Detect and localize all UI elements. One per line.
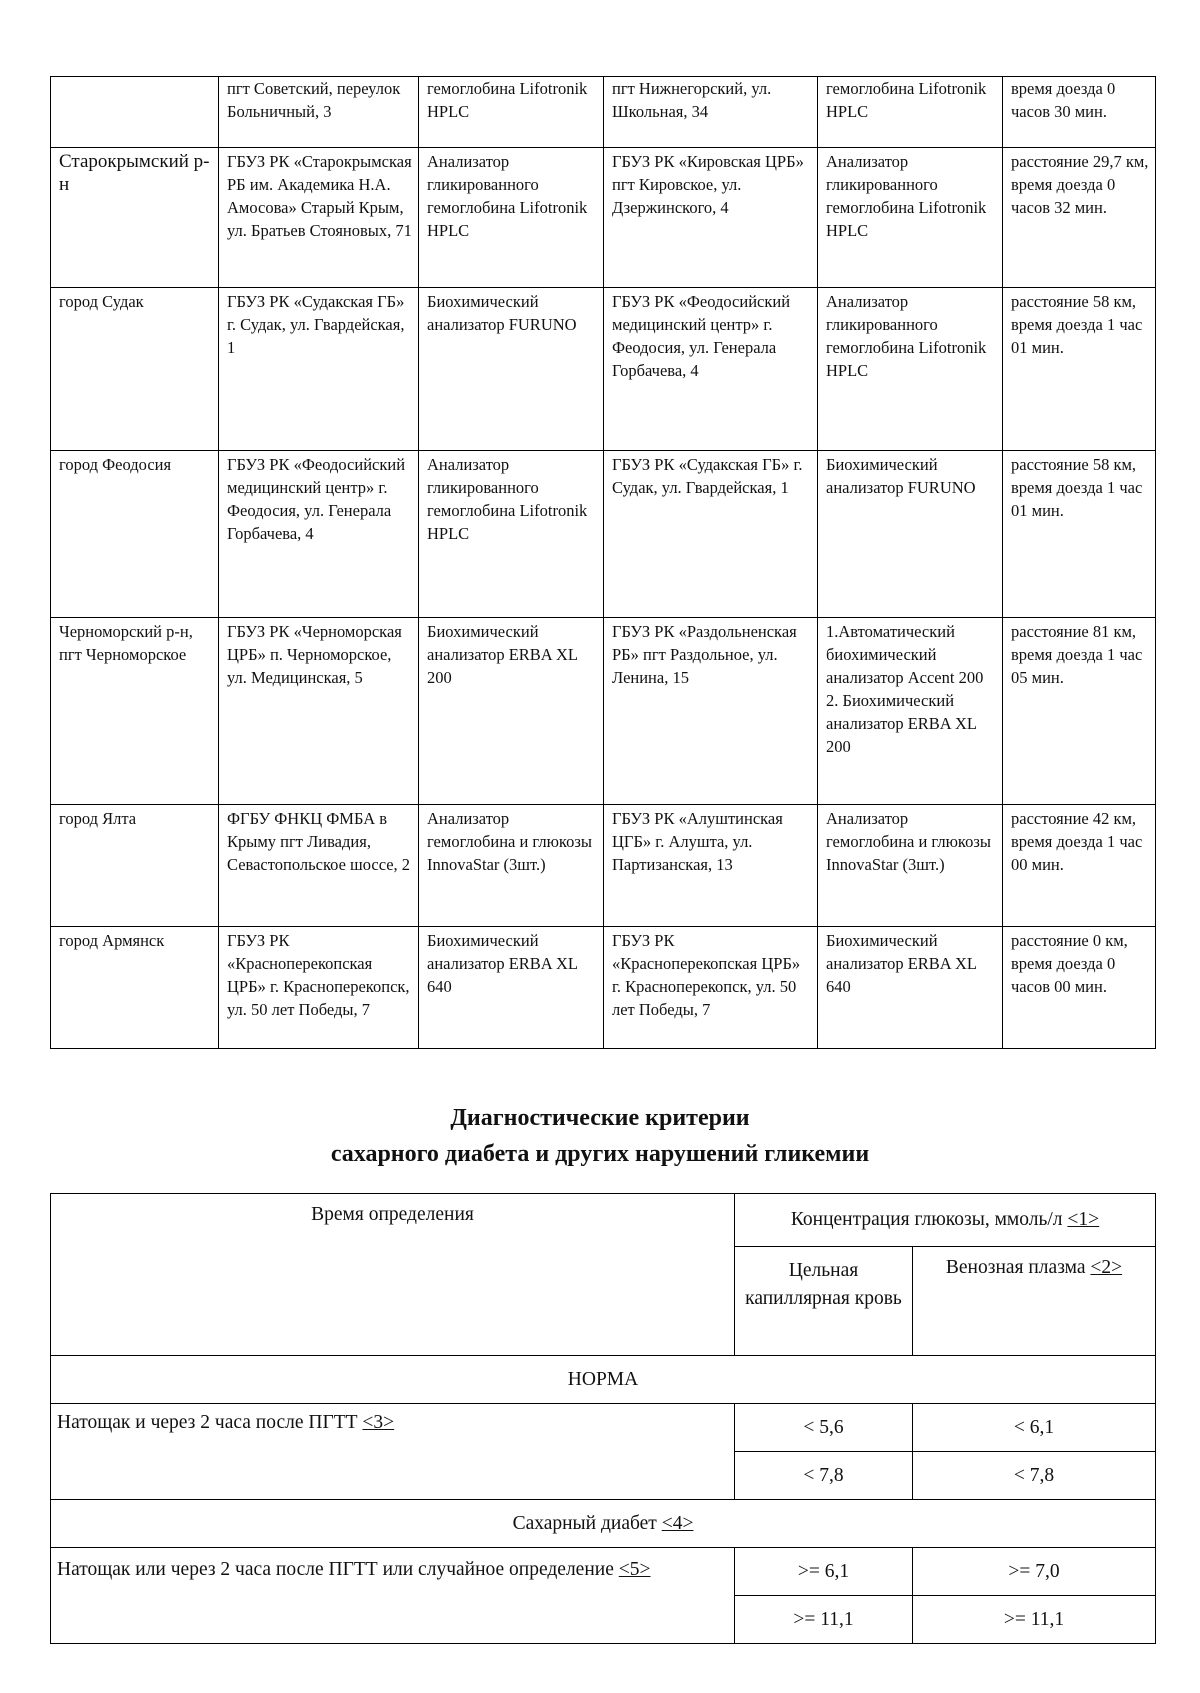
capillary-value: >= 11,1 [735,1596,913,1644]
footnote-link[interactable]: <1> [1067,1209,1100,1230]
district-cell: город Армянск [51,927,219,1049]
analyzer-cell: гемоглобина Lifotronik HPLC [419,77,604,148]
table-row [51,927,1156,1049]
section-row [51,1500,1156,1548]
partner-facility-cell: ГБУЗ РК «Феодосийский медицинский центр» г. Феодосия, ул. Генерала Горбачева, 4 [604,288,818,451]
partner-analyzer-cell: Анализатор гликированного гемоглобина Lifotronik HPLC [818,148,1003,288]
heading-line-1: Диагностические критерии [450,1105,750,1131]
diabetes-condition-cell [51,1548,735,1644]
partner-facility-cell: ГБУЗ РК «Раздольненская РБ» пгт Раздольное, ул. Ленина, 15 [604,618,818,805]
venous-value: < 6,1 [913,1404,1156,1452]
analyzer-cell: Анализатор гликированного гемоглобина Lifotronik HPLC [419,148,604,288]
capillary-value: < 5,6 [735,1404,913,1452]
facility-cell: ГБУЗ РК «Старокрымская РБ им. Академика Н.А. Амосова» Старый Крым, ул. Братьев Стояновых, 71 [219,148,419,288]
partner-facility-cell: ГБУЗ РК «Красноперекопская ЦРБ» г. Красноперекопск, ул. 50 лет Победы, 7 [604,927,818,1049]
distance-cell: расстояние 81 км, время доезда 1 час 05 мин. [1003,618,1156,805]
analyzer-cell: Биохимический анализатор ERBA XL 640 [419,927,604,1049]
footnote-link[interactable]: <2> [1090,1257,1123,1278]
diabetes-condition-text: Натощак или через 2 часа после ПГТТ или случайное определение [57,1559,614,1580]
table-row [51,288,1156,451]
footnote-link[interactable]: <4> [661,1512,694,1534]
table-row [51,618,1156,805]
district-cell: город Ялта [51,805,219,927]
facility-cell: ГБУЗ РК «Феодосийский медицинский центр» г. Феодосия, ул. Генерала Горбачева, 4 [219,451,419,618]
partner-analyzer-cell: Биохимический анализатор ERBA XL 640 [818,927,1003,1049]
partner-analyzer-cell: Анализатор гемоглобина и глюкозы InnovaStar (3шт.) [818,805,1003,927]
time-header-text: Время определения [311,1204,474,1225]
footnote-link[interactable]: <3> [362,1412,395,1433]
section-row [51,1356,1156,1404]
capillary-blood-header: Цельная капиллярная кровь [735,1247,913,1356]
district-cell: Черноморский р-н, пгт Черноморское [51,618,219,805]
diabetes-section-label [51,1500,1156,1548]
norm-condition-text: Натощак и через 2 часа после ПГТТ [57,1412,358,1433]
capillary-value: < 7,8 [735,1452,913,1500]
distance-cell: расстояние 0 км, время доезда 0 часов 00 мин. [1003,927,1156,1049]
analyzer-cell: Биохимический анализатор ERBA XL 200 [419,618,604,805]
venous-value: >= 7,0 [913,1548,1156,1596]
partner-analyzer-cell: Биохимический анализатор FURUNO [818,451,1003,618]
table-row [51,1548,1156,1596]
partner-facility-cell: ГБУЗ РК «Алуштинская ЦГБ» г. Алушта, ул. Партизанская, 13 [604,805,818,927]
partner-analyzer-cell: гемоглобина Lifotronik HPLC [818,77,1003,148]
table-row [51,805,1156,927]
section-heading [0,1100,1200,1172]
concentration-header-text: Концентрация глюкозы, ммоль/л [790,1209,1063,1230]
venous-plasma-header [913,1247,1156,1356]
facility-cell: ГБУЗ РК «Черноморская ЦРБ» п. Черноморское, ул. Медицинская, 5 [219,618,419,805]
partner-facility-cell: пгт Нижнегорский, ул. Школьная, 34 [604,77,818,148]
norm-section-label: НОРМА [51,1356,1156,1404]
district-cell: город Феодосия [51,451,219,618]
concentration-header [735,1194,1156,1247]
norm-condition-cell [51,1404,735,1500]
analyzer-cell: Биохимический анализатор FURUNO [419,288,604,451]
partner-facility-cell: ГБУЗ РК «Кировская ЦРБ» пгт Кировское, ул. Дзержинского, 4 [604,148,818,288]
table-row [51,451,1156,618]
facility-cell: ГБУЗ РК «Красноперекопская ЦРБ» г. Красноперекопск, ул. 50 лет Победы, 7 [219,927,419,1049]
district-cell: Старокрымский р-н [51,148,219,288]
district-cell [51,77,219,148]
footnote-link[interactable]: <5> [618,1559,651,1580]
facility-cell: пгт Советский, переулок Больничный, 3 [219,77,419,148]
table-row [51,77,1156,148]
capillary-value: >= 6,1 [735,1548,913,1596]
distance-cell: время доезда 0 часов 30 мин. [1003,77,1156,148]
venous-plasma-text: Венозная плазма [945,1257,1086,1278]
partner-facility-cell: ГБУЗ РК «Судакская ГБ» г. Судак, ул. Гвардейская, 1 [604,451,818,618]
distance-cell: расстояние 58 км, время доезда 1 час 01 мин. [1003,451,1156,618]
facility-cell: ГБУЗ РК «Судакская ГБ» г. Судак, ул. Гвардейская, 1 [219,288,419,451]
partner-analyzer-cell: Анализатор гликированного гемоглобина Lifotronik HPLC [818,288,1003,451]
glycemia-criteria-table [50,1193,1156,1644]
time-header [51,1194,735,1356]
distance-cell: расстояние 58 км, время доезда 1 час 01 мин. [1003,288,1156,451]
district-cell: город Судак [51,288,219,451]
facility-cell: ФГБУ ФНКЦ ФМБА в Крыму пгт Ливадия, Севастопольское шоссе, 2 [219,805,419,927]
venous-value: >= 11,1 [913,1596,1156,1644]
table-row [51,1404,1156,1452]
facilities-table [50,76,1156,1049]
distance-cell: расстояние 29,7 км, время доезда 0 часов 32 мин. [1003,148,1156,288]
diabetes-section-text: Сахарный диабет [512,1512,657,1534]
distance-cell: расстояние 42 км, время доезда 1 час 00 мин. [1003,805,1156,927]
venous-value: < 7,8 [913,1452,1156,1500]
partner-analyzer-cell: 1.Автоматический биохимический анализатор Accent 200 2. Биохимический анализатор ERBA XL 200 [818,618,1003,805]
analyzer-cell: Анализатор гемоглобина и глюкозы InnovaStar (3шт.) [419,805,604,927]
analyzer-cell: Анализатор гликированного гемоглобина Lifotronik HPLC [419,451,604,618]
heading-line-2: сахарного диабета и других нарушений гликемии [330,1141,870,1167]
table-row [51,148,1156,288]
header-row [51,1194,1156,1247]
